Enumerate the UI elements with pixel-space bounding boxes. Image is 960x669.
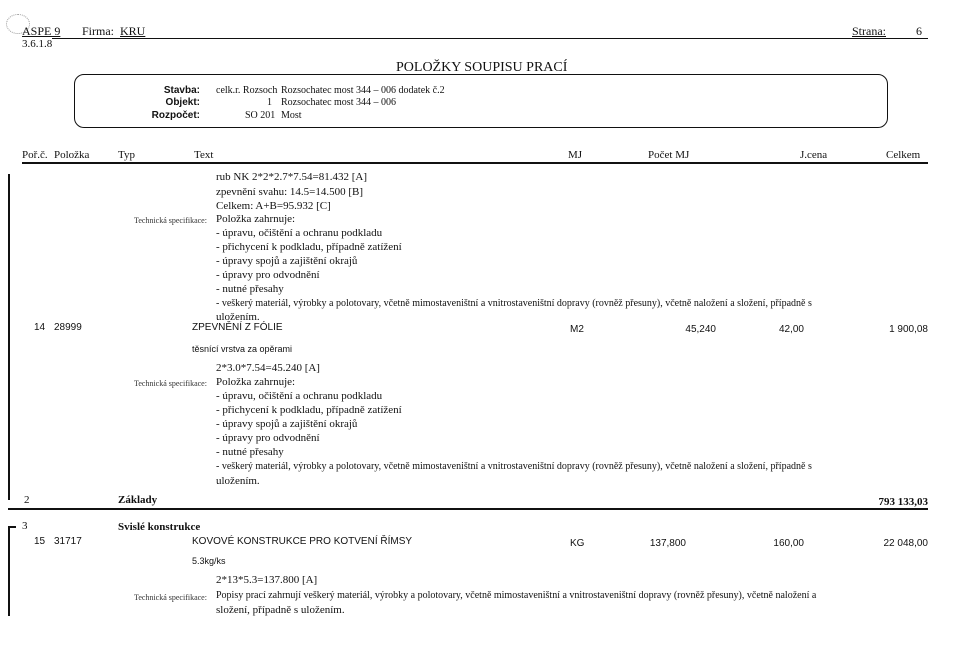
item-code: 31717 <box>54 536 82 547</box>
section-num: 3 <box>22 520 28 532</box>
item-name: ZPEVNĚNÍ Z FÓLIE <box>192 322 283 333</box>
section-total-rule <box>8 508 928 510</box>
spec-line: - nutné přesahy <box>216 446 284 458</box>
spec-line: uložením. <box>216 475 260 487</box>
spec-line: - úpravu, očištění a ochranu podkladu <box>216 227 383 239</box>
strana-value: 6 <box>916 24 922 38</box>
header-underline <box>52 38 928 39</box>
col-jcena: J.cena <box>800 149 828 161</box>
objekt-name: Rozsochatec most 344 – 006 <box>281 97 396 108</box>
spec-line: Položka zahrnuje: <box>216 376 296 388</box>
item-pocet: 45,240 <box>685 324 716 335</box>
calc-line: zpevnění svahu: 14.5=14.500 [B] <box>216 186 364 198</box>
spec-line: Položka zahrnuje: <box>216 213 296 225</box>
columns-rule <box>22 162 928 164</box>
spec-line: složení, případně s uložením. <box>216 604 345 616</box>
spec-line: - nutné přesahy <box>216 283 284 295</box>
spec-line: - přichycení k podkladu, případně zatížení <box>216 241 402 253</box>
col-text: Text <box>194 149 214 161</box>
spec-line: - přichycení k podkladu, případně zatížení <box>216 404 402 416</box>
rozpocet-label: Rozpočet: <box>151 110 200 121</box>
item-name: KOVOVÉ KONSTRUKCE PRO KOTVENÍ ŘÍMSY <box>192 536 413 547</box>
section-total: 793 133,03 <box>878 496 928 508</box>
section-name: Svislé konstrukce <box>118 521 201 533</box>
section-tick <box>8 526 16 528</box>
col-typ: Typ <box>118 149 135 161</box>
col-por: Poř.č. <box>22 149 48 161</box>
item-mj: M2 <box>570 324 584 335</box>
col-polozka: Položka <box>54 149 90 161</box>
stavba-name: Rozsochatec most 344 – 006 dodatek č.2 <box>281 85 445 96</box>
item-code: 28999 <box>54 322 82 333</box>
strana-label: Strana: <box>852 24 886 38</box>
item-por: 15 <box>34 536 46 547</box>
spec-line: uložením. <box>216 311 260 323</box>
item-jcena: 160,00 <box>773 538 804 549</box>
rozpocet-code: SO 201 <box>245 110 276 121</box>
calc-line: Celkem: A+B=95.932 [C] <box>216 200 331 212</box>
spec-line: - úpravy pro odvodnění <box>216 269 320 281</box>
col-celkem: Celkem <box>886 149 921 161</box>
item-mj: KG <box>570 538 585 549</box>
firma-value: KRU <box>120 24 146 38</box>
spec-line: - úpravy spojů a zajištění okrajů <box>216 418 358 430</box>
spec-line: - veškerý materiál, výrobky a polotovary, včetně mimostaveništní a vnitrostaveništní dopravy (rovněž přesuny), včetně naložení a složení, případně s <box>216 298 812 309</box>
stavba-label: Stavba: <box>163 85 200 96</box>
item-celkem: 1 900,08 <box>889 324 928 335</box>
calc-line: rub NK 2*2*2.7*7.54=81.432 [A] <box>216 171 368 183</box>
section-bar-1 <box>8 174 10 500</box>
spec-line: - veškerý materiál, výrobky a polotovary, včetně mimostaveništní a vnitrostaveništní dopravy (rovněž přesuny), včetně naložení a složení, případně s <box>216 461 812 472</box>
item-celkem: 22 048,00 <box>883 538 928 549</box>
rozpocet-name: Most <box>281 110 302 121</box>
firma-label: Firma: <box>82 24 114 38</box>
section-bar-2 <box>8 526 10 616</box>
item-note: těsnící vrstva za opěrami <box>192 344 293 354</box>
app-version: 3.6.1.8 <box>22 38 53 50</box>
stavba-code: celk.r. Rozsoch <box>216 85 278 96</box>
page-title: POLOŽKY SOUPISU PRACÍ <box>396 60 568 75</box>
spec-label: Technická specifikace: <box>134 593 207 602</box>
section-name: Základy <box>118 494 158 506</box>
calc-line: 2*3.0*7.54=45.240 [A] <box>216 362 320 374</box>
spec-label: Technická specifikace: <box>134 216 207 225</box>
spec-line: Popisy prací zahrnují veškerý materiál, výrobky a polotovary, včetně mimostaveništní a vnitrostaveništní dopravy (rovněž přesuny), včetně naložení a <box>216 590 817 601</box>
spec-label: Technická specifikace: <box>134 379 207 388</box>
objekt-code: 1 <box>267 97 272 108</box>
col-pocet: Počet MJ <box>648 149 690 161</box>
objekt-label: Objekt: <box>165 97 200 108</box>
item-pocet: 137,800 <box>649 538 686 549</box>
calc-line: 2*13*5.3=137.800 [A] <box>216 574 318 586</box>
spec-line: - úpravy spojů a zajištění okrajů <box>216 255 358 267</box>
item-note: 5.3kg/ks <box>192 556 226 566</box>
item-por: 14 <box>34 322 46 333</box>
app-name: ASPE 9 <box>22 24 61 38</box>
spec-line: - úpravu, očištění a ochranu podkladu <box>216 390 383 402</box>
col-mj: MJ <box>568 149 583 161</box>
spec-line: - úpravy pro odvodnění <box>216 432 320 444</box>
item-jcena: 42,00 <box>778 324 804 335</box>
section-num: 2 <box>24 494 30 506</box>
